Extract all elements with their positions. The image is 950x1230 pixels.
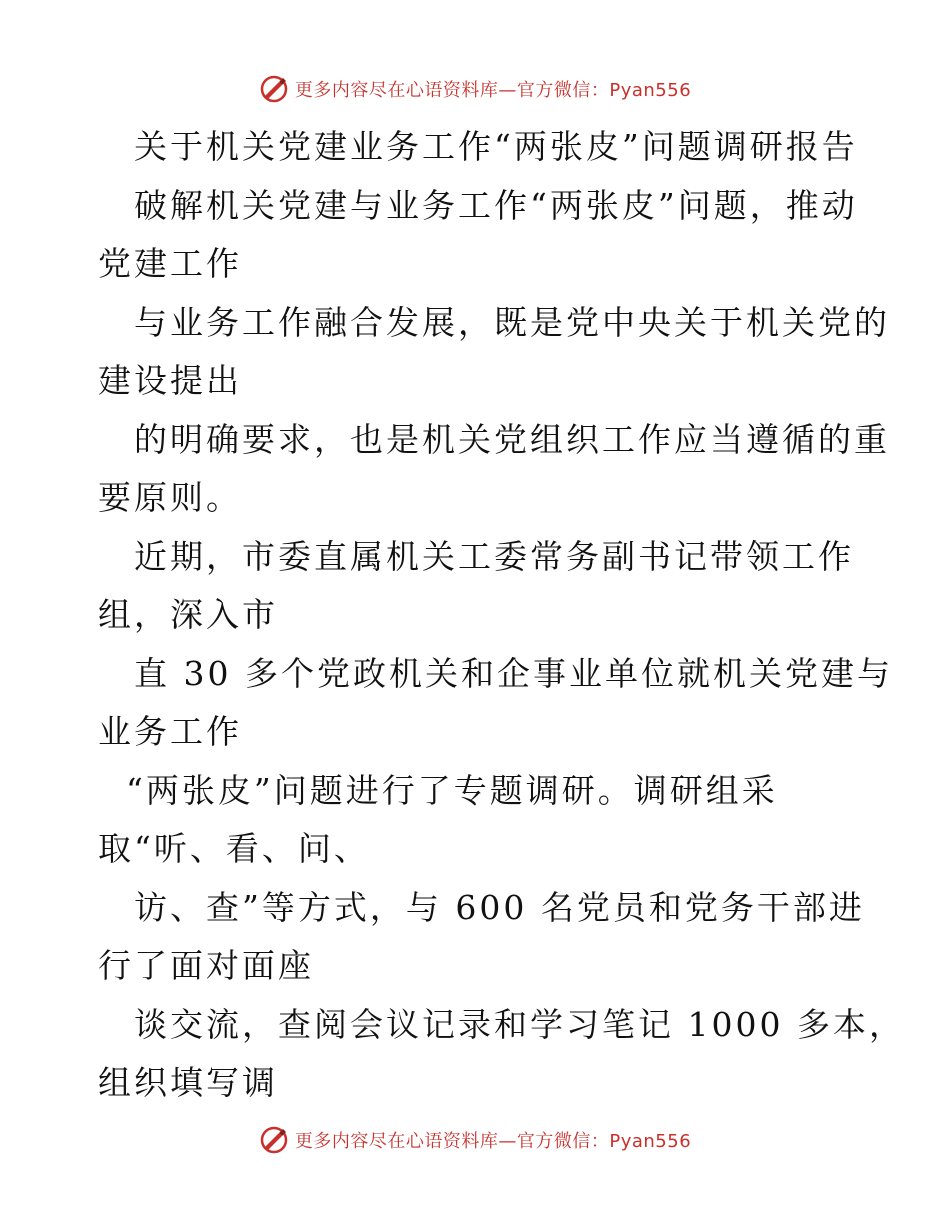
paragraph-line: 要原则。 bbox=[98, 478, 242, 517]
footer-watermark bbox=[0, 1123, 950, 1157]
paragraph-line: 业务工作 bbox=[98, 712, 242, 751]
paragraph-line: 与业务工作融合发展，既是党中央关于机关党的 bbox=[134, 302, 890, 342]
pen-logo-icon bbox=[259, 1125, 289, 1155]
header-watermark bbox=[0, 72, 950, 106]
paragraph-line: “两张皮”问题进行了专题调研。调研组采 bbox=[126, 770, 778, 810]
paragraph-line: 党建工作 bbox=[98, 244, 242, 283]
paragraph-line: 取“听、看、问、 bbox=[98, 829, 370, 868]
paragraph-line: 破解机关党建与业务工作“两张皮”问题，推动 bbox=[134, 185, 858, 225]
paragraph-line: 谈交流，查阅会议记录和学习笔记 1000 多本， bbox=[134, 1004, 905, 1044]
pen-logo-icon bbox=[259, 74, 289, 104]
document-title: 关于机关党建业务工作“两张皮”问题调研报告 bbox=[134, 127, 858, 166]
paragraph-line: 组织填写调 bbox=[98, 1063, 278, 1102]
paragraph-line: 建设提出 bbox=[98, 361, 242, 400]
watermark-text: 更多内容尽在心语资料库—官方微信：Pyan556 bbox=[294, 80, 692, 101]
paragraph-line: 的明确要求，也是机关党组织工作应当遵循的重 bbox=[134, 419, 890, 459]
paragraph-line: 行了面对面座 bbox=[98, 946, 314, 985]
paragraph-line: 组，深入市 bbox=[98, 595, 278, 634]
document-body bbox=[98, 118, 905, 1113]
paragraph-line: 访、查”等方式，与 600 名党员和党务干部进 bbox=[134, 887, 865, 927]
paragraph-line: 直 30 多个党政机关和企事业单位就机关党建与 bbox=[134, 653, 893, 693]
watermark-text: 更多内容尽在心语资料库—官方微信：Pyan556 bbox=[294, 1131, 692, 1152]
paragraph-line: 近期，市委直属机关工委常务副书记带领工作 bbox=[134, 536, 854, 576]
